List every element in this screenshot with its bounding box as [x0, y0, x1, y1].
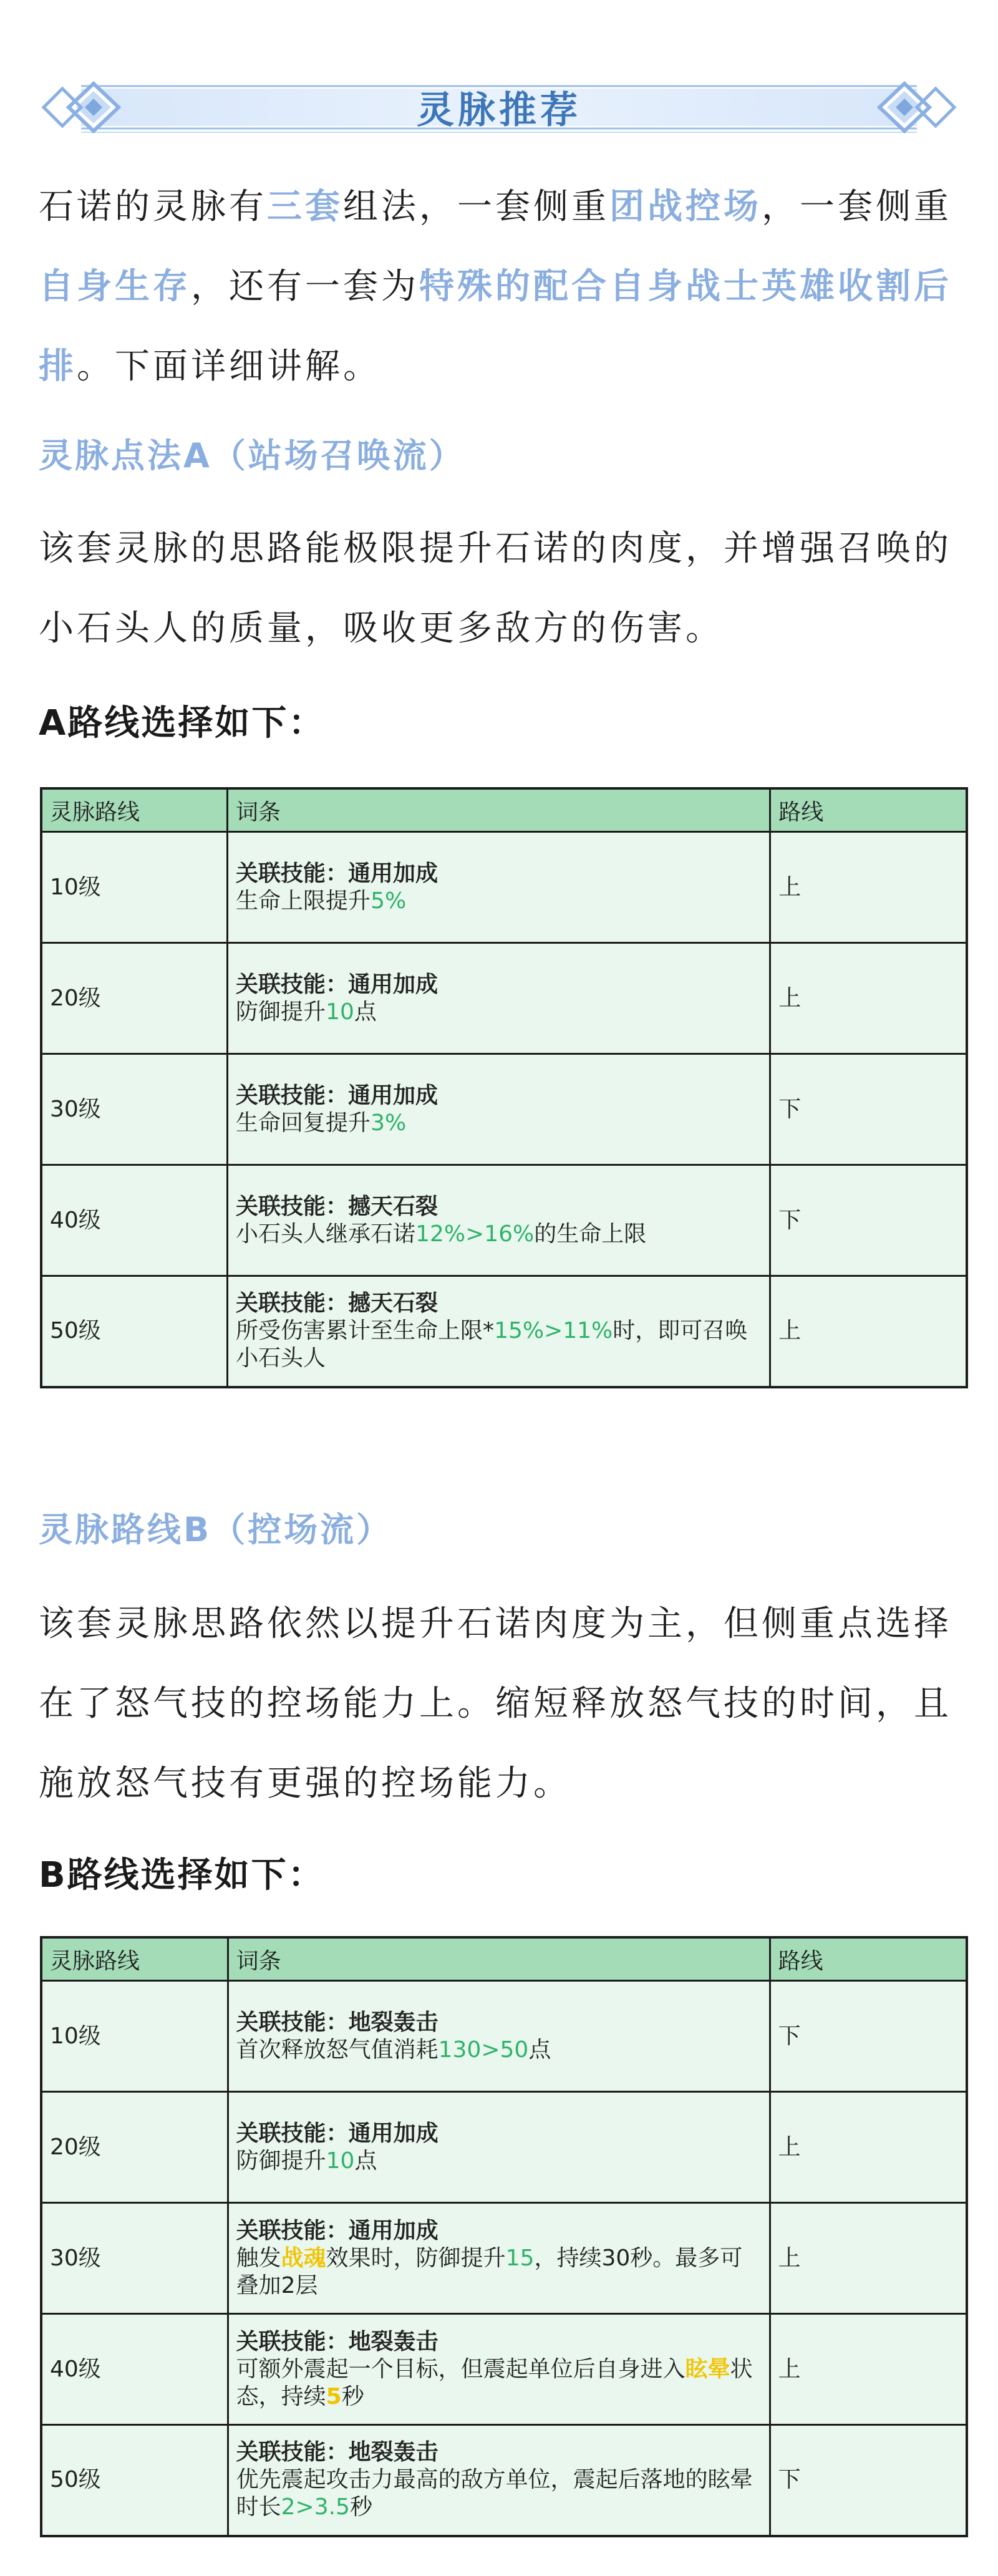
column-header-level: 灵脉路线	[41, 788, 228, 832]
skill-effect	[236, 1317, 762, 1372]
table-row	[41, 832, 967, 943]
entry-cell	[228, 2092, 770, 2203]
route-b-table	[40, 1936, 968, 2537]
table-row	[41, 1165, 967, 1276]
effect-value: 15	[505, 2245, 535, 2271]
table-row	[41, 1054, 967, 1165]
effect-text: 生命上限提升	[236, 888, 371, 914]
effect-value: 5%	[371, 888, 407, 914]
intro-text: 石诺的灵脉有	[39, 186, 267, 227]
intro-text: 。下面详细讲解。	[77, 346, 381, 387]
level-cell: 20级	[41, 943, 228, 1054]
entry-cell	[228, 2425, 770, 2536]
effect-text: 点	[528, 2036, 551, 2063]
route-cell: 上	[770, 2092, 967, 2203]
column-header-level: 灵脉路线	[41, 1937, 228, 1981]
skill-title: 关联技能：地裂轰击	[236, 2009, 438, 2035]
route-cell: 下	[770, 1981, 967, 2092]
intro-text: ，还有一套为	[191, 266, 419, 307]
level-cell: 20级	[41, 2092, 228, 2203]
column-header-route: 路线	[770, 788, 967, 832]
effect-value: 15%>11%	[494, 1318, 613, 1344]
table-row	[41, 2314, 967, 2425]
intro-highlight: 团战控场	[609, 186, 762, 227]
skill-title: 关联技能：通用加成	[236, 860, 438, 886]
intro-highlight: 特殊的配合自身战士英雄收割后排	[39, 266, 952, 387]
table-row	[41, 2203, 967, 2314]
route-cell: 上	[770, 943, 967, 1054]
effect-text: 所受伤害累计至生命上限*	[236, 1318, 495, 1344]
effect-text: 状态，持续	[236, 2356, 753, 2409]
skill-effect	[236, 2036, 762, 2064]
skill-title: 关联技能：地裂轰击	[236, 2439, 438, 2466]
effect-text: 首次释放怒气值消耗	[236, 2036, 438, 2063]
section-b-heading: 灵脉路线B（控场流）	[39, 1510, 393, 1549]
intro-text: ，一套侧重	[762, 186, 952, 227]
effect-text: ，持续30秒。最多可叠加2层	[236, 2245, 743, 2298]
route-a-table	[40, 787, 968, 1388]
route-cell: 上	[770, 2203, 967, 2314]
skill-title: 关联技能：撼天石裂	[236, 1290, 438, 1317]
entry-cell	[228, 943, 770, 1054]
level-cell: 10级	[41, 1981, 228, 2092]
effect-text: 秒	[341, 2383, 364, 2409]
effect-text: 生命回复提升	[236, 1110, 371, 1136]
entry-cell	[228, 1981, 770, 2092]
level-cell: 30级	[41, 2203, 228, 2314]
skill-title: 关联技能：通用加成	[236, 2120, 438, 2146]
skill-effect	[236, 2245, 762, 2300]
skill-effect	[236, 1221, 762, 1248]
effect-value: 3%	[371, 1110, 407, 1136]
effect-text: 点	[354, 2147, 377, 2174]
level-cell: 30级	[41, 1054, 228, 1165]
effect-text: 效果时，防御提升	[326, 2245, 506, 2271]
entry-cell	[228, 2314, 770, 2425]
skill-effect	[236, 888, 762, 915]
skill-title: 关联技能：撼天石裂	[236, 1193, 438, 1219]
skill-title: 关联技能：通用加成	[236, 1082, 438, 1108]
skill-effect	[236, 2147, 762, 2175]
skill-effect	[236, 2466, 762, 2521]
intro-text: 组法，一套侧重	[343, 186, 609, 227]
effect-text: 点	[354, 999, 377, 1025]
table-row	[41, 1276, 967, 1387]
skill-effect	[236, 1110, 762, 1137]
entry-cell	[228, 832, 770, 943]
entry-cell	[228, 2203, 770, 2314]
level-cell: 40级	[41, 2314, 228, 2425]
section-a-heading: 灵脉点法A（站场召唤流）	[39, 436, 465, 475]
column-header-entry: 词条	[228, 788, 770, 832]
section-a-table-title: A路线选择如下：	[39, 703, 326, 743]
entry-cell	[228, 1054, 770, 1165]
column-header-route: 路线	[770, 1937, 967, 1981]
effect-value: 10	[326, 2147, 355, 2174]
effect-text: 的生命上限	[534, 1221, 647, 1247]
skill-title: 关联技能：通用加成	[236, 2217, 438, 2244]
banner-title: 灵脉推荐	[417, 89, 581, 132]
level-cell: 10级	[41, 832, 228, 943]
skill-effect	[236, 999, 762, 1026]
effect-value: 10	[326, 999, 354, 1025]
effect-text: 秒	[349, 2494, 372, 2520]
effect-text: 触发	[236, 2245, 281, 2271]
effect-text: 防御提升	[236, 2147, 326, 2174]
section-b-table-title: B路线选择如下：	[39, 1855, 325, 1896]
table-header-row	[41, 788, 967, 832]
route-cell: 上	[770, 1276, 967, 1387]
table-row	[41, 1981, 967, 2092]
effect-text: 时，即可召唤小石头人	[236, 1318, 748, 1372]
column-header-entry: 词条	[228, 1937, 770, 1981]
table-row	[41, 943, 967, 1054]
entry-cell	[228, 1165, 770, 1276]
table-row	[41, 2092, 967, 2203]
route-cell: 下	[770, 1165, 967, 1276]
section-b-description: 该套灵脉思路依然以提升石诺肉度为主，但侧重点选择在了怒气技的控场能力上。缩短释放怒气技的时间，且施放怒气技有更强的控场能力。	[39, 1604, 952, 1804]
effect-value: 战魂	[281, 2245, 326, 2271]
level-cell: 50级	[41, 2425, 228, 2536]
route-cell: 下	[770, 1054, 967, 1165]
effect-value: 130>50	[438, 2036, 529, 2063]
skill-title: 关联技能：通用加成	[236, 971, 438, 997]
effect-text: 优先震起攻击力最高的敌方单位，震起后落地的眩晕时长	[236, 2467, 753, 2520]
effect-text: 可额外震起一个目标，但震起单位后自身进入	[236, 2356, 686, 2382]
effect-text: 防御提升	[236, 999, 326, 1025]
effect-value: 5	[326, 2383, 342, 2409]
effect-value: 2>3.5	[281, 2494, 350, 2520]
intro-highlight: 三套	[267, 186, 343, 227]
intro-highlight: 自身生存	[39, 266, 191, 307]
effect-text: 小石头人继承石诺	[236, 1221, 416, 1247]
table-header-row	[41, 1937, 967, 1981]
route-cell: 上	[770, 2314, 967, 2425]
section-a-description: 该套灵脉的思路能极限提升石诺的肉度，并增强召唤的小石头人的质量，吸收更多敌方的伤害。	[39, 528, 952, 649]
level-cell: 50级	[41, 1276, 228, 1387]
effect-value: 12%>16%	[415, 1221, 535, 1247]
route-cell: 下	[770, 2425, 967, 2536]
entry-cell	[228, 1276, 770, 1387]
section-banner	[37, 70, 961, 145]
effect-value: 眩晕	[685, 2356, 730, 2382]
level-cell: 40级	[41, 1165, 228, 1276]
intro-paragraph	[39, 167, 962, 407]
skill-effect	[236, 2356, 762, 2411]
skill-title: 关联技能：地裂轰击	[236, 2328, 438, 2355]
route-cell: 上	[770, 832, 967, 943]
table-row	[41, 2425, 967, 2536]
